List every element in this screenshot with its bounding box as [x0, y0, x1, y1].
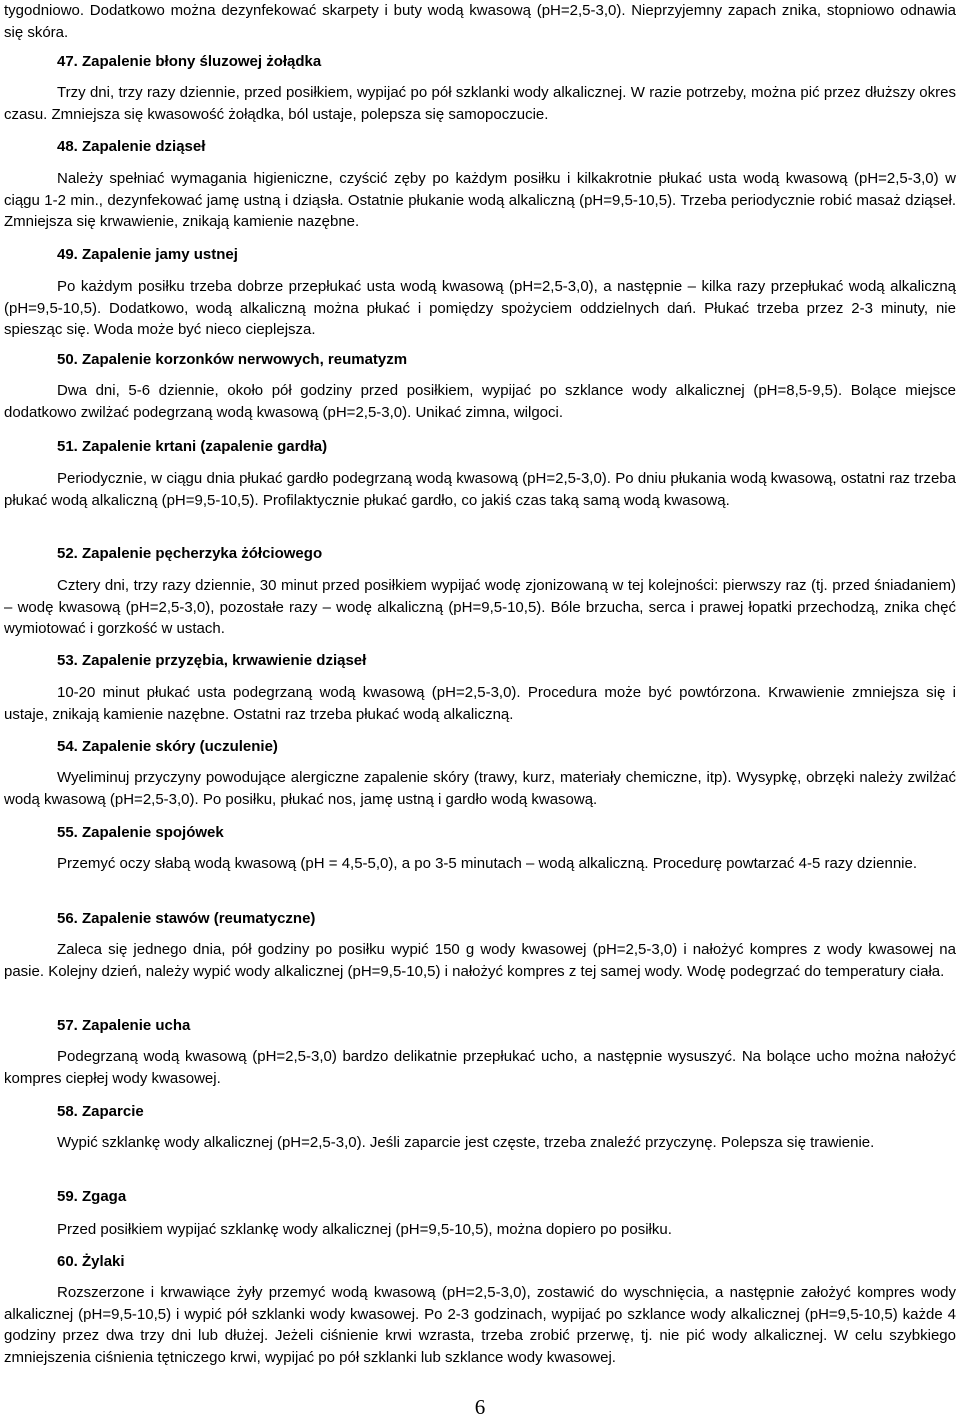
section-heading: 58. Zaparcie — [57, 1103, 144, 1120]
section-body: Trzy dni, trzy razy dziennie, przed posiłkiem, wypijać po pół szklanki wody alkalicznej. W razie potrzeby, można pić przez dłuższy okres czasu. Zmniejsza się kwasowość żołądka, ból ustaje, polepsza się samopoczucie. — [4, 84, 956, 123]
section-heading: 52. Zapalenie pęcherzyka żółciowego — [57, 545, 323, 562]
section-body: Zaleca się jednego dnia, pół godziny po posiłku wypić 150 g wody kwasowej (pH=2,5-3,0) i nałożyć kompres z wody kwasowej na pasie. Kolejny dzień, należy wypić wody alkalicznej (pH=9,5-10,5) i nałożyć kompres z tej samej wody. Wodę podegrzać do temperatury ciała. — [4, 941, 956, 980]
section-body: Dwa dni, 5-6 dziennie, około pół godziny przed posiłkiem, wypijać po szklance wody alkalicznej (pH=8,5-9,5). Bolące miejsce dodatkowo zwilżać podegrzaną wodą kwasową (pH=2,5-3,0). Unikać zimna, wilgoci. — [4, 382, 956, 421]
section-body: Przed posiłkiem wypijać szklankę wody alkalicznej (pH=9,5-10,5), można dopiero po posiłku. — [57, 1221, 672, 1238]
section-body: Wyeliminuj przyczyny powodujące alergiczne zapalenie skóry (trawy, kurz, materiały chemiczne, itp). Wysypkę, obrzęki należy zwilżać wodą kwasową (pH=2,5-3,0). Po posiłku, płukać nos, jamę ustną i gardło wodą kwasową. — [4, 769, 956, 808]
section-heading: 47. Zapalenie błony śluzowej żołądka — [57, 53, 322, 70]
section-heading: 53. Zapalenie przyzębia, krwawienie dziąseł — [57, 652, 367, 669]
section-heading: 54. Zapalenie skóry (uczulenie) — [57, 738, 278, 755]
section-body: Wypić szklankę wody alkalicznej (pH=2,5-3,0). Jeśli zaparcie jest częste, trzeba znaleźć przyczynę. Polepsza się trawienie. — [57, 1134, 875, 1151]
section-heading: 48. Zapalenie dziąseł — [57, 138, 206, 155]
section-body: Cztery dni, trzy razy dziennie, 30 minut przed posiłkiem wypijać wodę zjonizowaną w tej kolejności: pierwszy raz (tj. przed śniadaniem) – wodę kwasową (pH=2,5-3,0), pozostałe razy – wodę alkaliczną (pH=9,5-10,5). Bóle brzucha, serca i prawej łopatki przechodzą, znika chęć wymiotować i gorzkość w ustach. — [4, 577, 956, 637]
section-body: Periodycznie, w ciągu dnia płukać gardło podegrzaną wodą kwasową (pH=2,5-3,0). Po dniu płukania wodą kwasową, ostatni raz trzeba płukać wodą alkaliczną (pH=9,5-10,5). Profilaktycznie płukać gardło, co jakiś czas taką samą wodą kwasową. — [4, 470, 956, 509]
section-heading: 51. Zapalenie krtani (zapalenie gardła) — [57, 438, 328, 455]
intro-paragraph: tygodniowo. Dodatkowo można dezynfekować skarpety i buty wodą kwasową (pH=2,5-3,0). Nieprzyjemny zapach znika, stopniowo odnawia się skóra. — [4, 2, 956, 41]
section-heading: 59. Zgaga — [57, 1188, 127, 1205]
section-body: Podegrzaną wodą kwasową (pH=2,5-3,0) bardzo delikatnie przepłukać ucho, a następnie wysuszyć. Na bolące ucho można nałożyć kompres ciepłej wody kwasowej. — [4, 1048, 956, 1087]
section-body: Rozszerzone i krwawiące żyły przemyć wodą kwasową (pH=2,5-3,0), zostawić do wyschnięcia, a następnie założyć kompres wody alkalicznej (pH=9,5-10,5) i wypić pół szklanki wody kwasowej. Po 2-3 godzinach, wypijać po szklance wody alkalicznej (pH=9,5-10,5) każde 4 godziny przez dwa trzy dni lub dłużej. Jeżeli ciśnienie krwi wzrasta, trzeba zrobić przerwę, tj. nie pić wody alkalicznej. W celu szybkiego zmniejszenia ciśnienia tętniczego krwi, wypijać po pół szklanki lub szklance wody kwasowej. — [4, 1284, 956, 1366]
page-number: 6 — [474, 1395, 486, 1419]
section-body: Przemyć oczy słabą wodą kwasową (pH = 4,5-5,0), a po 3-5 minutach – wodą alkaliczną. Procedurę powtarzać 4-5 razy dziennie. — [57, 855, 918, 872]
section-heading: 56. Zapalenie stawów (reumatyczne) — [57, 910, 316, 927]
section-heading: 49. Zapalenie jamy ustnej — [57, 246, 238, 263]
section-body: Należy spełniać wymagania higieniczne, czyścić zęby po każdym posiłku i kilkakrotnie płukać usta wodą kwasową (pH=2,5-3,0) w ciągu 1-2 min., dezynfekować jamę ustną i dziąsła. Ostatnie płukanie wodą alkaliczną (pH=9,5-10,5). Trzeba periodycznie robić masaż dziąseł. Zmniejsza się krwawienie, znikają kamienie nazębne. — [4, 170, 956, 230]
section-heading: 57. Zapalenie ucha — [57, 1017, 191, 1034]
section-heading: 60. Żylaki — [57, 1253, 125, 1270]
section-heading: 55. Zapalenie spojówek — [57, 824, 224, 841]
section-body: 10-20 minut płukać usta podegrzaną wodą kwasową (pH=2,5-3,0). Procedura może być powtórzona. Krwawienie zmniejsza się i ustaje, znikają kamienie nazębne. Ostatni raz trzeba płukać wodą alkaliczną. — [4, 684, 956, 723]
section-body: Po każdym posiłku trzeba dobrze przepłukać usta wodą kwasową (pH=2,5-3,0), a następnie – kilka razy przepłukać wodą alkaliczną (pH=9,5-10,5). Dodatkowo, wodą alkaliczną można płukać i pomiędzy spożyciem oddzielnych dań. Płukać trzeba przez 2-3 minuty, nie spiesząc się. Woda może być nieco cieplejsza. — [4, 278, 956, 338]
section-heading: 50. Zapalenie korzonków nerwowych, reumatyzm — [57, 351, 408, 368]
